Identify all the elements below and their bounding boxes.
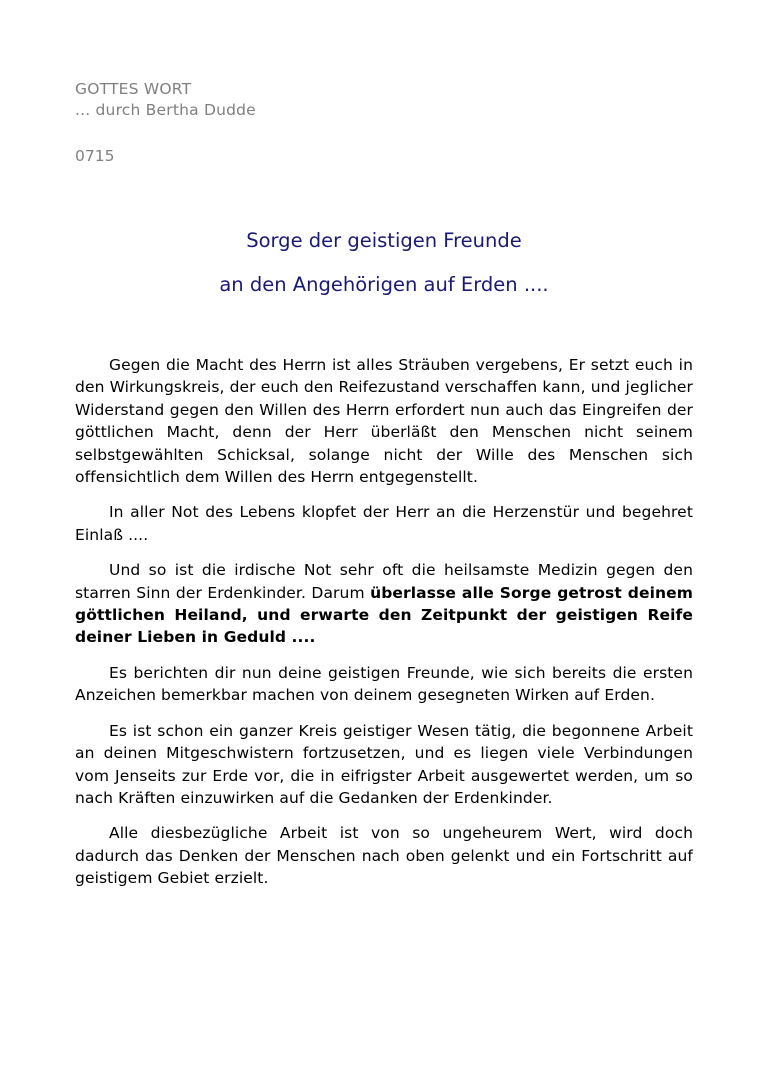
paragraph-3 [75,559,693,649]
paragraph-1: Gegen die Macht des Herrn ist alles Sträuben vergebens, Er setzt euch in den Wirkungskreis, der euch den Reifezustand verschaffen kann, und jeglicher Widerstand gegen den Willen des Herrn erfordert nun auch das Eingreifen der göttlichen Macht, denn der Herr überläßt den Menschen nicht seinem selbstgewählten Schicksal, solange nicht der Wille des Menschen sich offensichtlich dem Willen des Herrn entgegenstellt. [75,356,693,487]
page-title-line-2: an den Angehörigen auf Erden .... [219,273,549,296]
paragraph-3-emphasis: überlasse alle Sorge getrost deinem göttlichen Heiland, und erwarte den Zeitpunkt der geistigen Reife deiner Lieben in Geduld .... [75,583,693,647]
paragraph-4: Es berichten dir nun deine geistigen Freunde, wie sich bereits die ersten Anzeichen bemerkbar machen von deinem gesegneten Wirken auf Erden. [75,663,693,705]
series-title: GOTTES WORT [75,80,192,98]
document-number: 0715 [75,147,115,165]
paragraph-2: In aller Not des Lebens klopfet der Herr an die Herzenstür und begehret Einlaß .... [75,503,693,544]
document-header [75,79,256,121]
paragraph-6: Alle diesbezügliche Arbeit ist von so ungeheurem Wert, wird doch dadurch das Denken der Menschen nach oben gelenkt und ein Fortschritt auf geistigem Gebiet erzielt. [75,824,693,888]
page-title-line-1: Sorge der geistigen Freunde [246,229,522,252]
author-line: ... durch Bertha Dudde [75,101,256,119]
document-body [75,354,693,903]
paragraph-3-text: Und so ist die irdische Not sehr oft die heilsamste Medizin gegen den starren Sinn der Erdenkinder. Darum [75,561,693,602]
paragraph-5: Es ist schon ein ganzer Kreis geistiger Wesen tätig, die begonnene Arbeit an deinen Mitgeschwistern fortzusetzen, und es liegen viele Verbindungen vom Jenseits zur Erde vor, die in eifrigster Arbeit ausgewertet werden, um so nach Kräften einzuwirken auf die Gedanken der Erdenkinder. [75,721,693,807]
